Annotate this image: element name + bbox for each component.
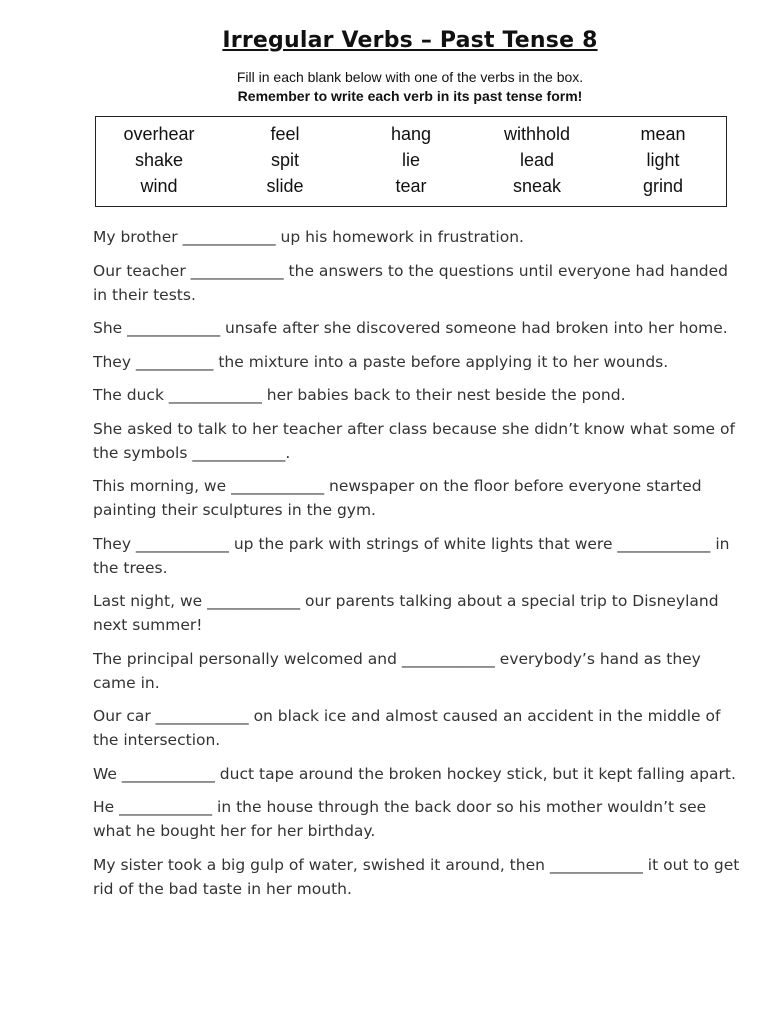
question-list <box>93 225 743 910</box>
question-2: Our teacher ____________ the answers to the questions until everyone had handed in their tests. <box>93 261 728 304</box>
question-5: The duck ____________ her babies back to their nest beside the pond. <box>93 386 626 404</box>
question-12: We ____________ duct tape around the broken hockey stick, but it kept falling apart. <box>93 764 736 783</box>
instructions-line-2: Remember to write each verb in its past tense form! <box>237 88 583 104</box>
verb-word: mean <box>640 124 686 144</box>
question-8: They ____________ up the park with strings of white lights that were ____________ in the trees. <box>93 534 730 577</box>
question-9: Last night, we ____________ our parents talking about a special trip to Disneyland next summer! <box>93 592 719 634</box>
verb-word: light <box>646 150 680 170</box>
question-4: They __________ the mixture into a paste before applying it to her wounds. <box>93 352 669 371</box>
question-13: He ____________ in the house through the back door so his mother wouldn’t see what he bought her for her birthday. <box>93 798 707 840</box>
verb-word: sneak <box>512 176 562 196</box>
verb-word: overhear <box>123 124 195 144</box>
word-box-row <box>96 147 726 173</box>
verb-word: wind <box>140 176 178 196</box>
verb-word: tear <box>395 176 427 196</box>
verb-word: hang <box>390 124 432 144</box>
verb-word: lead <box>519 150 555 170</box>
question-6: She asked to talk to her teacher after class because she didn’t know what some of the symbols ____________. <box>93 419 735 462</box>
verb-word: withhold <box>503 124 571 144</box>
verb-word: shake <box>134 150 184 170</box>
page-title: Irregular Verbs – Past Tense 8 <box>222 28 598 53</box>
word-box-row <box>96 121 726 147</box>
question-14: My sister took a big gulp of water, swished it around, then ____________ it out to get rid of the bad taste in her mouth. <box>93 855 740 898</box>
verb-word-box <box>95 116 727 207</box>
question-10: The principal personally welcomed and ____________ everybody’s hand as they came in. <box>93 649 701 692</box>
question-3: She ____________ unsafe after she discovered someone had broken into her home. <box>93 319 728 337</box>
question-11: Our car ____________ on black ice and almost caused an accident in the middle of the intersection. <box>93 707 721 749</box>
verb-word: lie <box>401 150 420 170</box>
verb-word: slide <box>266 176 304 196</box>
verb-word: feel <box>270 124 300 144</box>
word-box-row <box>96 173 726 199</box>
verb-word: spit <box>270 150 299 170</box>
verb-word: grind <box>642 176 684 196</box>
instructions-line-1: Fill in each blank below with one of the verbs in the box. <box>236 69 584 85</box>
question-1: My brother ____________ up his homework in frustration. <box>93 228 524 246</box>
question-7: This morning, we ____________ newspaper on the floor before everyone started painting their sculptures in the gym. <box>93 477 702 519</box>
